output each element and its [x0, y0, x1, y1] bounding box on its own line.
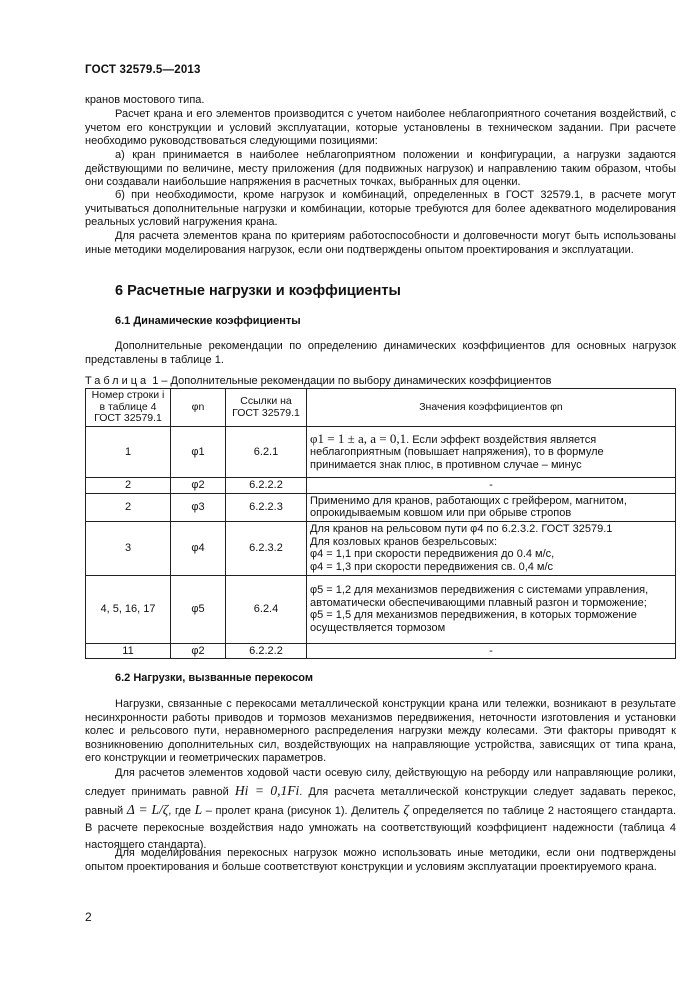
span-symbol: L: [194, 802, 203, 817]
table-1: [85, 388, 676, 659]
divisor-symbol: ζ: [403, 802, 409, 817]
cell-value-line: φ4 = 1,1 при скорости передвижения до 0.4 м/с,: [310, 548, 555, 560]
section-6-2-paragraph-3: Для моделирования перекосных нагрузок можно использовать иные методики, если они подтверждены опытом проектирования и больше соответствуют конструкции и условиям эксплуатации проектируемого крана.: [85, 847, 676, 873]
header-references: Ссылки на ГОСТ 32579.1: [226, 389, 307, 427]
section-6-2-paragraph-2: [85, 765, 676, 854]
header-row-number: Номер строки i в таблице 4 ГОСТ 32579.1: [86, 389, 171, 427]
paragraph-text: определяется по таблице 2 настоящего стандарта. В расчете перекосные воздействия надо умножать на соответствующий коэффициент надежности (таблица 4 настоящего стандарта).: [85, 805, 677, 851]
intro-paragraph-5: Для расчета элементов крана по критериям работоспособности и долговечности могут быть использованы иные методики моделирования нагрузок, если они подтверждены опытом проектирования и эксплуатации.: [85, 230, 676, 256]
table-1-caption: [85, 375, 552, 387]
table-row: [86, 427, 676, 478]
cell-value: -: [307, 478, 676, 494]
table-header-row: [86, 389, 676, 427]
cell-reference: 6.2.2.2: [226, 643, 307, 659]
cell-value: [307, 521, 676, 575]
intro-paragraph-4: б) при необходимости, кроме нагрузок и комбинаций, определенных в ГОСТ 32579.1, в расчете могут учитываться дополнительные нагрузки и комбинации, которые требуются для более адекватного моделирования реальных условий нагружения крана.: [85, 189, 676, 228]
cell-value-line: φ5 = 1,2 для механизмов передвижения с системами управления, автоматически обеспечивающими плавный разгон и торможение;: [310, 584, 649, 609]
cell-value-line: φ4 = 1,3 при скорости передвижения св. 0,4 м/с: [310, 560, 554, 573]
cell-reference: 6.2.1: [226, 427, 307, 478]
cell-reference: 6.2.2.3: [226, 493, 307, 521]
header-phi: φn: [171, 389, 226, 427]
cell-phi: φ2: [171, 478, 226, 494]
cell-value: Применимо для кранов, работающих с грейфером, магнитом, опрокидываемым ковшом или при обрыве стропов: [307, 493, 676, 521]
cell-value: [307, 575, 676, 643]
cell-reference: 6.2.3.2: [226, 521, 307, 575]
paragraph-text: Для расчетов элементов ходовой части осевую силу, действующую на реборду или направляющие ролики, следует принимать равной: [85, 767, 676, 798]
cell-row-number: 3: [86, 521, 171, 575]
cell-phi: φ1: [171, 427, 226, 478]
paragraph-text: , где: [168, 805, 195, 817]
cell-phi: φ3: [171, 493, 226, 521]
cell-phi: φ4: [171, 521, 226, 575]
section-6-1-heading: 6.1 Динамические коэффициенты: [115, 315, 301, 327]
cell-reference: 6.2.4: [226, 575, 307, 643]
cell-value-line: Для кранов на рельсовом пути φ4 по 6.2.3.2. ГОСТ 32579.1: [310, 523, 613, 535]
cell-row-number: 2: [86, 478, 171, 494]
intro-paragraph-2: Расчет крана и его элементов производится с учетом наиболее неблагоприятного сочетания воздействий, с учетом его конструкции и условий эксплуатации, которые установлены в техническом задании. При расчете необходимо руководствоваться следующими позициями:: [85, 108, 676, 147]
table-row: [86, 521, 676, 575]
section-6-1-paragraph: Дополнительные рекомендации по определению динамических коэффициентов для основных нагрузок представлены в таблице 1.: [85, 340, 676, 366]
section-6-2-heading: 6.2 Нагрузки, вызванные перекосом: [115, 672, 313, 684]
document-header: ГОСТ 32579.5—2013: [85, 64, 201, 76]
cell-value: -: [307, 643, 676, 659]
cell-row-number: 1: [86, 427, 171, 478]
paragraph-text: – пролет крана (рисунок 1). Делитель: [202, 805, 404, 817]
cell-row-number: 2: [86, 493, 171, 521]
table-caption-text: 1 – Дополнительные рекомендации по выбору динамических коэффициентов: [149, 375, 552, 387]
cell-value-line: φ5 = 1,5 для механизмов передвижения, в которых торможение осуществляется тормозом: [310, 609, 637, 634]
cell-value: [307, 427, 676, 478]
cell-phi: φ5: [171, 575, 226, 643]
section-6-2-paragraph-1: Нагрузки, связанные с перекосами металлической конструкции крана или тележки, возникают в результате несинхронности работы приводов и тормозов механизмов передвижения, неточности изготовления и установки колес и рельсового пути, неравномерного распределения нагрузки между колесами. Эти факторы приводят к возникновению дополнительных сил, воздействующих на направляющие устройства, зависящих от типа крана, его конструкции и геометрических параметров.: [85, 698, 676, 764]
cell-row-number: 4, 5, 16, 17: [86, 575, 171, 643]
cell-value-text: . Если эффект воздействия является неблагоприятным (повышает напряжения), то в формуле принимается знак плюс, в противном случае – минус: [310, 433, 604, 471]
skew-formula: Δ = L/ζ: [126, 802, 169, 817]
table-row: [86, 643, 676, 659]
table-row: [86, 493, 676, 521]
phi1-formula: φ1 = 1 ± a, a = 0,1: [310, 430, 407, 446]
table-row: [86, 575, 676, 643]
table-row: [86, 478, 676, 494]
intro-paragraph-1: кранов мостового типа.: [85, 94, 205, 106]
cell-reference: 6.2.2.2: [226, 478, 307, 494]
table-caption-word: Таблица: [85, 375, 150, 387]
intro-paragraph-3: а) кран принимается в наиболее неблагоприятном положении и конфигурации, а нагрузки задаются действующими по величине, месту приложения (для подвижных нагрузок) и направлению таким образом, чтобы они создавали наибольшие напряжения в расчетных точках, выбранных для оценки.: [85, 149, 676, 188]
cell-phi: φ2: [171, 643, 226, 659]
page-number: 2: [85, 910, 92, 924]
axial-force-formula: Hi = 0,1Fi: [234, 783, 300, 798]
section-6-heading: 6 Расчетные нагрузки и коэффициенты: [115, 283, 401, 299]
header-values: Значения коэффициентов φn: [307, 389, 676, 427]
cell-value-line: Для козловых кранов безрельсовых:: [310, 535, 497, 548]
paragraph-text: . Для расчета металлической конструкции следует задавать перекос, равный: [85, 786, 676, 817]
cell-row-number: 11: [86, 643, 171, 659]
